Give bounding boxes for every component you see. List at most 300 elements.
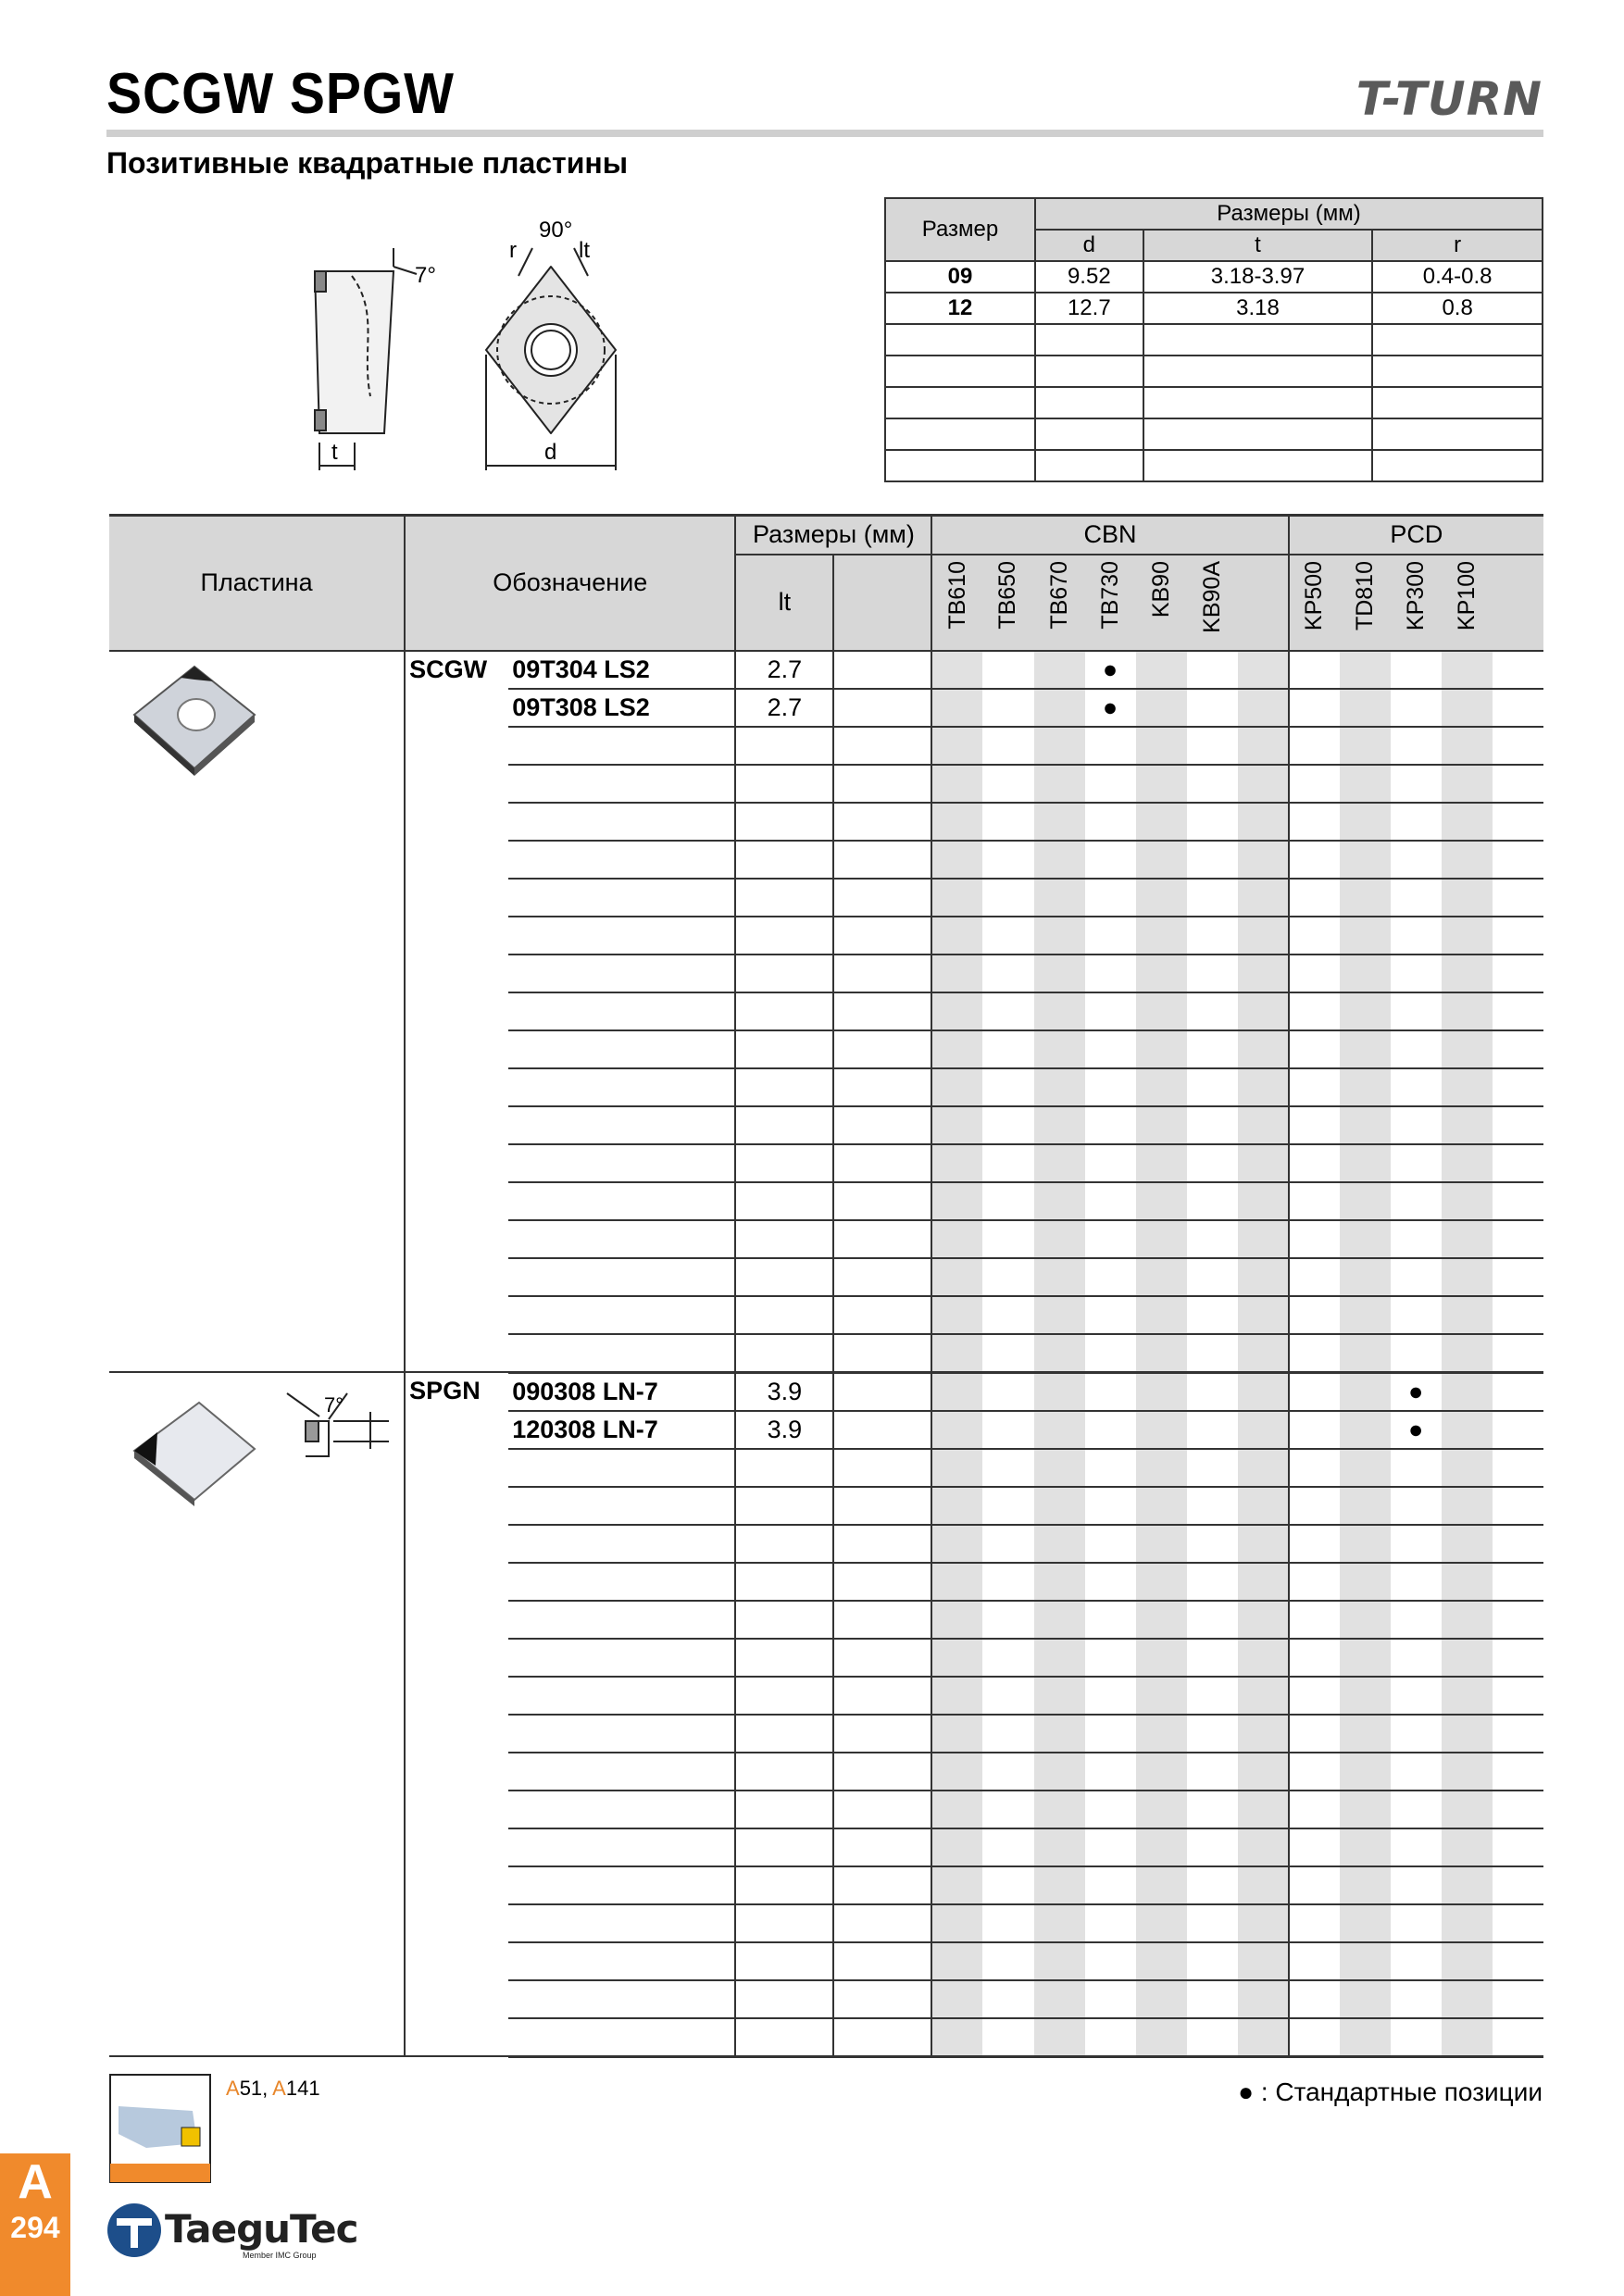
grade-cell — [1289, 841, 1340, 879]
designation-cell — [508, 1487, 735, 1525]
grade-cell — [1238, 1791, 1289, 1828]
grade-cell — [1136, 1258, 1187, 1296]
grade-cell — [1238, 1601, 1289, 1639]
grade-cell — [931, 803, 982, 841]
grade-cell — [982, 1677, 1033, 1715]
grade-header: KP300 — [1391, 555, 1442, 651]
grade-cell — [1442, 651, 1493, 689]
designation-cell — [508, 1715, 735, 1753]
designation-cell — [508, 2018, 735, 2057]
grade-cell — [1442, 1601, 1493, 1639]
grade-cell — [1136, 1791, 1187, 1828]
grade-cell — [1034, 1411, 1085, 1449]
grade-cell — [1340, 1904, 1391, 1942]
grade-cell — [1340, 1563, 1391, 1601]
grade-cell — [1340, 1372, 1391, 1411]
grade-cell — [1187, 1715, 1238, 1753]
grade-cell — [931, 1182, 982, 1220]
grade-cell — [982, 1980, 1033, 2018]
grade-cell — [982, 879, 1033, 917]
grade-cell — [1085, 765, 1136, 803]
grade-cell — [1136, 841, 1187, 879]
lt-cell — [735, 917, 833, 955]
lt-cell: 2.7 — [735, 689, 833, 727]
grade-cell — [982, 1106, 1033, 1144]
grade-cell — [1340, 1942, 1391, 1980]
grade-cell — [931, 1942, 982, 1980]
grade-cell — [1085, 1411, 1136, 1449]
grade-cell: ● — [1085, 651, 1136, 689]
grade-cell — [1391, 992, 1442, 1030]
grade-cell — [1493, 1258, 1543, 1296]
grade-cell — [931, 1106, 982, 1144]
grade-header: KP100 — [1442, 555, 1493, 651]
grade-cell — [1289, 651, 1340, 689]
grade-cell — [1034, 765, 1085, 803]
grade-cell — [1391, 1106, 1442, 1144]
grade-cell — [1136, 1220, 1187, 1258]
grade-cell — [1442, 1258, 1493, 1296]
grade-cell — [1187, 1753, 1238, 1791]
grade-cell — [1391, 1866, 1442, 1904]
grade-cell — [1034, 1715, 1085, 1753]
family-label: SCGW — [405, 651, 508, 1373]
grade-cell — [931, 1980, 982, 2018]
grade-cell — [1238, 1030, 1289, 1068]
grade-cell — [1085, 1639, 1136, 1677]
grade-cell — [931, 689, 982, 727]
grade-cell — [1391, 1258, 1442, 1296]
grade-cell — [1238, 1487, 1289, 1525]
grade-cell — [1238, 1296, 1289, 1334]
grade-cell — [982, 765, 1033, 803]
grade-cell — [931, 879, 982, 917]
grade-cell — [1136, 992, 1187, 1030]
grade-cell — [1442, 1828, 1493, 1866]
lt-cell — [735, 803, 833, 841]
grade-cell — [1187, 689, 1238, 727]
lt-cell — [735, 1449, 833, 1487]
grade-cell — [1442, 1753, 1493, 1791]
grade-cell — [1340, 1525, 1391, 1563]
grade-cell — [1493, 1828, 1543, 1866]
grade-cell — [1034, 689, 1085, 727]
grade-cell — [931, 1144, 982, 1182]
grade-cell — [1085, 1563, 1136, 1601]
grade-cell — [982, 1753, 1033, 1791]
lt-label: lt — [579, 238, 590, 263]
grade-cell — [1493, 1980, 1543, 2018]
grade-cell — [931, 1449, 982, 1487]
grade-cell — [1493, 1904, 1543, 1942]
grade-cell — [1442, 1980, 1493, 2018]
grade-header: KP500 — [1289, 555, 1340, 651]
grade-cell — [1187, 1601, 1238, 1639]
grade-cell — [1136, 1106, 1187, 1144]
size-row — [885, 324, 1543, 356]
grade-cell — [1391, 1753, 1442, 1791]
grade-cell — [1442, 689, 1493, 727]
grade-cell — [1442, 917, 1493, 955]
grade-cell — [1391, 1296, 1442, 1334]
grade-cell — [931, 1753, 982, 1791]
designation-cell — [508, 1144, 735, 1182]
designation-cell — [508, 1866, 735, 1904]
subtitle: Позитивные квадратные пластины — [106, 146, 629, 180]
spgn-angle-label: 7° — [324, 1393, 344, 1416]
size-header: Размер — [885, 198, 1035, 261]
grade-cell — [1136, 1601, 1187, 1639]
grade-cell — [1289, 1828, 1340, 1866]
grade-cell — [1187, 1334, 1238, 1373]
grade-cell — [1187, 1182, 1238, 1220]
grade-cell — [1493, 727, 1543, 765]
grade-header: TB670 — [1034, 555, 1085, 651]
grade-cell — [1034, 2018, 1085, 2057]
lt-cell — [735, 1677, 833, 1715]
lt-cell: 2.7 — [735, 651, 833, 689]
grade-cell — [1238, 1677, 1289, 1715]
grade-cell — [931, 1677, 982, 1715]
main-table — [109, 514, 1543, 2058]
grade-cell — [1034, 1068, 1085, 1106]
grade-cell — [1493, 1791, 1543, 1828]
grade-cell — [1493, 1715, 1543, 1753]
grade-cell — [1289, 1296, 1340, 1334]
grade-cell — [1085, 1753, 1136, 1791]
grade-cell — [1289, 1639, 1340, 1677]
grade-cell — [982, 1372, 1033, 1411]
angle-side-label: 7° — [415, 263, 436, 288]
grade-cell — [982, 2018, 1033, 2057]
grade-cell — [1391, 1639, 1442, 1677]
grade-cell — [1034, 1372, 1085, 1411]
grade-cell — [1391, 1677, 1442, 1715]
grade-cell — [1136, 1942, 1187, 1980]
reference-links[interactable]: A51, A141 — [226, 2077, 320, 2100]
grade-cell — [1391, 1942, 1442, 1980]
grade-cell — [1034, 1030, 1085, 1068]
grade-cell — [931, 841, 982, 879]
grade-cell — [1187, 1980, 1238, 2018]
d-header: d — [1035, 230, 1143, 261]
grade-cell — [1034, 1904, 1085, 1942]
grade-cell — [1085, 1068, 1136, 1106]
grade-cell — [1493, 917, 1543, 955]
grade-cell — [1136, 1372, 1187, 1411]
grade-cell — [1493, 879, 1543, 917]
grade-cell — [1493, 1144, 1543, 1182]
grade-cell — [1340, 1182, 1391, 1220]
lt-cell — [735, 1487, 833, 1525]
grade-cell — [1034, 1828, 1085, 1866]
grade-cell — [982, 689, 1033, 727]
grade-cell — [1289, 1601, 1340, 1639]
grade-cell — [982, 1334, 1033, 1373]
grade-cell — [1442, 1904, 1493, 1942]
grade-cell — [1442, 1449, 1493, 1487]
grade-cell — [1340, 1449, 1391, 1487]
t-header: t — [1143, 230, 1373, 261]
grade-cell — [1442, 1525, 1493, 1563]
grade-cell — [931, 1258, 982, 1296]
grade-cell — [1238, 1904, 1289, 1942]
d-label: d — [544, 440, 557, 465]
grade-cell — [1034, 651, 1085, 689]
grade-header: TB610 — [931, 555, 982, 651]
grade-cell — [1391, 1144, 1442, 1182]
grade-cell — [1340, 1334, 1391, 1373]
grade-cell — [1493, 2018, 1543, 2057]
grade-cell — [931, 1866, 982, 1904]
lt-cell — [735, 1030, 833, 1068]
grade-cell — [1391, 765, 1442, 803]
grade-cell — [1136, 727, 1187, 765]
grade-cell — [1340, 841, 1391, 879]
grade-cell — [1289, 1372, 1340, 1411]
designation-cell — [508, 1296, 735, 1334]
grade-cell — [931, 1334, 982, 1373]
grade-cell — [931, 651, 982, 689]
grade-cell — [1238, 1068, 1289, 1106]
grade-cell — [1238, 1372, 1289, 1411]
grade-cell — [1391, 1182, 1442, 1220]
grade-cell — [1289, 1791, 1340, 1828]
grade-cell — [1442, 2018, 1493, 2057]
grade-cell — [1442, 1030, 1493, 1068]
grade-cell — [1391, 1791, 1442, 1828]
designation-cell — [508, 1258, 735, 1296]
designation-cell — [508, 1904, 735, 1942]
grade-cell — [1391, 1904, 1442, 1942]
grade-cell — [1136, 1182, 1187, 1220]
grade-cell — [1136, 879, 1187, 917]
grade-cell — [1085, 879, 1136, 917]
grade-cell — [1187, 1449, 1238, 1487]
grade-cell — [1391, 2018, 1442, 2057]
grade-cell — [1493, 1866, 1543, 1904]
grade-cell — [1289, 1030, 1340, 1068]
grade-cell — [931, 1030, 982, 1068]
grade-cell — [1340, 1487, 1391, 1525]
grade-cell — [1238, 879, 1289, 917]
grade-cell — [1238, 841, 1289, 879]
grade-cell — [1238, 1942, 1289, 1980]
grade-cell — [1136, 1563, 1187, 1601]
grade-cell — [1238, 1144, 1289, 1182]
grade-cell — [1493, 1677, 1543, 1715]
grade-cell — [1085, 1030, 1136, 1068]
designation-cell — [508, 1828, 735, 1866]
grade-cell — [931, 1411, 982, 1449]
grade-cell — [1136, 1753, 1187, 1791]
grade-cell — [1289, 1563, 1340, 1601]
grade-cell — [1085, 1525, 1136, 1563]
grade-cell — [1136, 2018, 1187, 2057]
grade-cell — [1085, 1334, 1136, 1373]
grade-cell — [931, 1068, 982, 1106]
grade-cell — [931, 1525, 982, 1563]
grade-cell — [1340, 1791, 1391, 1828]
grade-cell — [1289, 1866, 1340, 1904]
grade-cell — [1085, 1904, 1136, 1942]
grade-cell — [1340, 1296, 1391, 1334]
grade-header — [1493, 555, 1543, 651]
grade-cell — [1136, 1334, 1187, 1373]
angle-top-label: 90° — [539, 218, 573, 243]
grade-cell — [1289, 1182, 1340, 1220]
grade-cell — [1034, 803, 1085, 841]
lt-cell — [735, 1639, 833, 1677]
grade-cell — [1391, 1449, 1442, 1487]
taegutec-logo-sub: Member IMC Group — [243, 2251, 317, 2260]
grade-cell — [1238, 1106, 1289, 1144]
grade-cell — [1187, 765, 1238, 803]
lt-cell — [735, 1715, 833, 1753]
grade-cell: ● — [1085, 689, 1136, 727]
grade-cell — [1034, 1563, 1085, 1601]
grade-cell — [1289, 1677, 1340, 1715]
designation-cell: 090308 LN-7 — [508, 1372, 735, 1411]
grade-cell: ● — [1391, 1372, 1442, 1411]
grade-cell — [1085, 1220, 1136, 1258]
grade-cell — [1442, 1563, 1493, 1601]
size-row — [885, 356, 1543, 387]
grade-cell — [1493, 651, 1543, 689]
grade-cell — [982, 1449, 1033, 1487]
grade-cell — [1034, 1601, 1085, 1639]
grade-cell — [1187, 992, 1238, 1030]
grade-cell — [982, 841, 1033, 879]
grade-cell — [1238, 765, 1289, 803]
lt-cell — [735, 1182, 833, 1220]
grade-cell — [1442, 1220, 1493, 1258]
grade-cell — [982, 1866, 1033, 1904]
grade-cell — [1493, 1030, 1543, 1068]
grade-cell — [1238, 689, 1289, 727]
grade-cell — [1034, 1639, 1085, 1677]
grade-cell — [1187, 1258, 1238, 1296]
size-row — [885, 450, 1543, 481]
grade-cell — [1136, 1639, 1187, 1677]
table-row — [109, 651, 1543, 689]
t-label: t — [331, 440, 338, 465]
grade-cell — [1391, 689, 1442, 727]
section-tab — [0, 2153, 70, 2296]
grade-cell — [1238, 1639, 1289, 1677]
grade-cell — [1289, 879, 1340, 917]
grade-cell — [1187, 727, 1238, 765]
grade-cell — [1034, 992, 1085, 1030]
grade-cell — [1391, 841, 1442, 879]
grade-cell — [1238, 1334, 1289, 1373]
grade-cell — [1136, 1487, 1187, 1525]
designation-cell — [508, 1677, 735, 1715]
grade-cell — [1238, 1258, 1289, 1296]
grade-cell — [982, 727, 1033, 765]
grade-header: KB90 — [1136, 555, 1187, 651]
grade-cell — [1442, 1677, 1493, 1715]
size-row — [885, 387, 1543, 418]
grade-cell — [1391, 879, 1442, 917]
r-header: r — [1372, 230, 1543, 261]
lt-cell — [735, 1866, 833, 1904]
grade-cell — [1136, 1525, 1187, 1563]
grade-cell — [1442, 803, 1493, 841]
grade-cell — [1391, 651, 1442, 689]
grade-cell — [1136, 1904, 1187, 1942]
grade-cell — [931, 1601, 982, 1639]
grade-cell — [1340, 992, 1391, 1030]
grade-cell — [1391, 803, 1442, 841]
grade-cell — [1034, 1677, 1085, 1715]
grade-cell — [1391, 1068, 1442, 1106]
grade-cell — [982, 917, 1033, 955]
grade-cell — [1340, 955, 1391, 992]
designation-cell — [508, 765, 735, 803]
grade-cell — [1085, 1449, 1136, 1487]
grade-cell — [1187, 1068, 1238, 1106]
grade-cell — [1238, 1449, 1289, 1487]
lt-cell — [735, 1828, 833, 1866]
grade-cell — [1034, 1791, 1085, 1828]
grade-cell — [931, 1791, 982, 1828]
lt-cell — [735, 1525, 833, 1563]
grade-header: TD810 — [1340, 555, 1391, 651]
grade-cell — [1034, 1106, 1085, 1144]
lt-cell — [735, 1258, 833, 1296]
grade-cell — [1289, 1942, 1340, 1980]
grade-cell — [1289, 1980, 1340, 2018]
grade-cell — [1289, 1487, 1340, 1525]
grade-cell — [1340, 879, 1391, 917]
grade-cell — [1391, 1220, 1442, 1258]
lt-cell — [735, 1753, 833, 1791]
grade-cell — [1289, 1144, 1340, 1182]
grade-cell — [1136, 1715, 1187, 1753]
grade-cell — [1187, 841, 1238, 879]
grade-cell — [1136, 1980, 1187, 2018]
grade-cell — [1442, 1866, 1493, 1904]
grade-cell — [1238, 1753, 1289, 1791]
grade-cell — [1085, 1828, 1136, 1866]
grade-header: KB90A — [1187, 555, 1238, 651]
grade-cell — [1136, 917, 1187, 955]
grade-cell — [1340, 1601, 1391, 1639]
grade-cell — [982, 1220, 1033, 1258]
grade-cell — [1034, 1449, 1085, 1487]
grade-cell — [1391, 1030, 1442, 1068]
grade-cell — [1493, 689, 1543, 727]
designation-cell — [508, 917, 735, 955]
grade-cell — [1136, 1411, 1187, 1449]
grade-cell — [1136, 689, 1187, 727]
lt-cell: 3.9 — [735, 1411, 833, 1449]
grade-cell — [1289, 955, 1340, 992]
grade-cell — [1187, 1296, 1238, 1334]
grade-cell — [1340, 1980, 1391, 2018]
lt-cell — [735, 992, 833, 1030]
lt-cell — [735, 1980, 833, 2018]
lt-cell — [735, 1791, 833, 1828]
grade-cell — [931, 917, 982, 955]
lt-cell — [735, 2018, 833, 2057]
grade-cell — [1340, 1258, 1391, 1296]
grade-cell — [1493, 1563, 1543, 1601]
grade-cell — [1391, 955, 1442, 992]
lt-cell — [735, 955, 833, 992]
grade-cell — [1085, 1144, 1136, 1182]
